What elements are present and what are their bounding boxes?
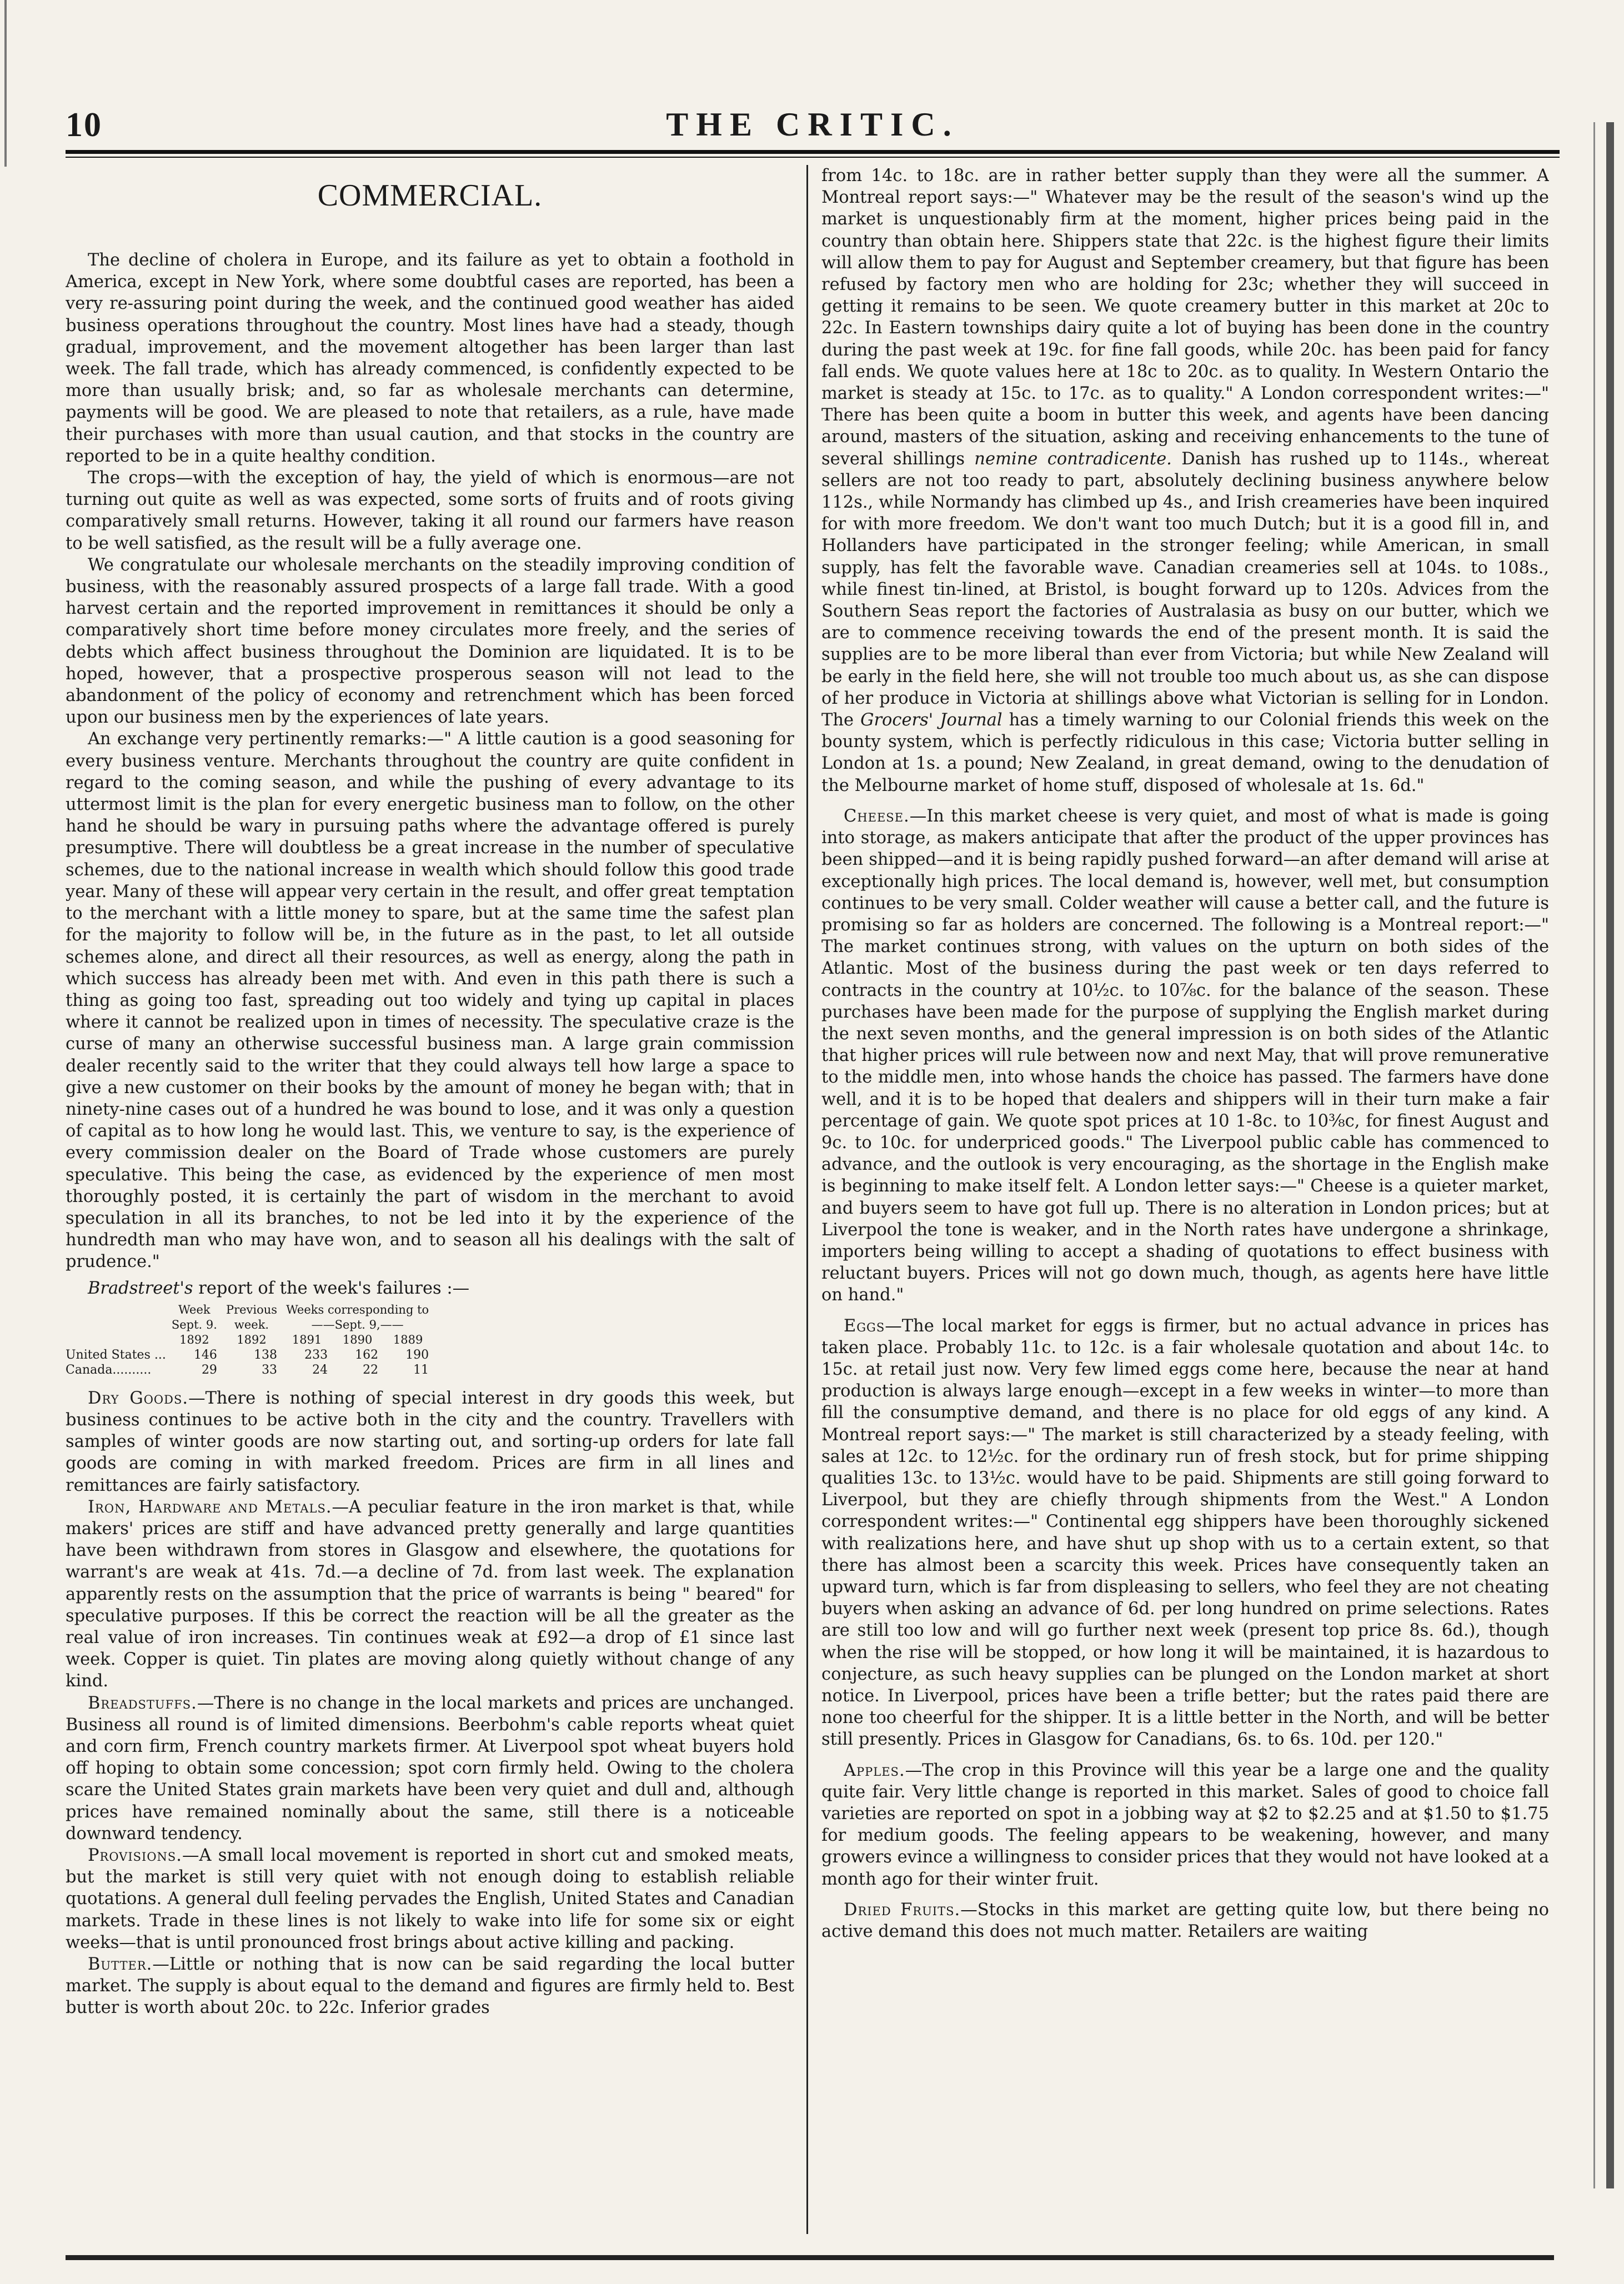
eggs-text: —The local market for eggs is firmer, but no actual advance in prices has taken place. Probably 11c. to 12c. is a fair wholesale quotation and about 14c. to 15c. at retail just now. Very few limed eggs come here, because the near at hand production is always large enough—except in a few weeks in winter—to more than fill the consumptive demand, and there is no place for old eggs of any kind. A Montreal report says:—" The market is still characterized by a steady feeling, with sales at 12c. to 12½c. for the ordinary run of fresh stock, but for prime shipping qualities 13c. to 13½c. would have to be paid. Shipments are still going forward to Liverpool, but they are chiefly through shipments from the West." A London correspondent writes:—" Continental egg shippers have been thoroughly sickened with realizations here, and have shut up shop with us to a certain extent, so that there has almost been a scarcity this week. Prices have consequently taken an upward turn, which is far from displeasing to sellers, who feel they are not cheating buyers when asking an advance of 6d. per long hundred on prime selections. Rates are still too low and will go further next week (present top price 8s. 6d.), though when the rise will be stopped, or how long it will be maintained, it is hazardous to conjecture, as such heavy supplies can be plunged on the London market at short notice. In Liverpool, prices have been a trifle better; but the rates paid there are none too cheerful for the shipper. It is a little better in the North, and will be better still presently. Prices in Glasgow for Canadians, 6s. to 6s. 10d. per 120." [821, 1316, 1549, 1750]
table-head-cell: Weeks corresponding to [286, 1303, 429, 1316]
eggs-paragraph [821, 1315, 1549, 1751]
failures-table [66, 1303, 438, 1378]
failures-intro [66, 1278, 794, 1299]
table-year-cell: 1891 [292, 1333, 322, 1346]
cheese-heading: Cheese. [844, 806, 910, 826]
apples-text: —The crop in this Province will this year be a large one and the quality quite fair. Very little change is reported in this market. Sales of good to choice fall varieties are reported on spot in a jobbing way at $2 to $2.25 and at $1.50 to $1.75 for medium goods. The feeling appears to be weakening, however, and many growers evince a willingness to consider prices that they would not have looked at a month ago for their winter fruit. [821, 1760, 1549, 1889]
table-head-cell: Previous [225, 1303, 278, 1316]
dried-fruits-text: —Stocks in this market are getting quite low, but there being no active demand this does not much matter. Retailers are waiting [821, 1900, 1549, 1942]
dry-goods-paragraph [66, 1388, 794, 1496]
butter-paragraph [66, 1954, 794, 2019]
breadstuffs-paragraph [66, 1692, 794, 1845]
table-cell: 138 [254, 1348, 278, 1362]
breadstuffs-text: —There is no change in the local markets and prices are unchanged. Business all round is of limited dimensions. Beerbohm's cable reports wheat quiet and corn firm, French country markets firmer. At Liverpool spot wheat buyers hold off hoping to obtain some concession; spot corn firmly held. Owing to the cholera scare the United States grain markets have been very quiet and dull and, although prices have remained nominally about the same, still there is a noticeable downward tendency. [66, 1693, 794, 1844]
table-cell: 33 [262, 1363, 278, 1377]
column-divider [806, 165, 808, 2234]
left-column [66, 165, 804, 2234]
apples-heading: Apples. [844, 1760, 905, 1780]
cheese-paragraph [821, 805, 1549, 1306]
table-row-label: United States ... [66, 1348, 166, 1362]
table-year-cell: 1892 [237, 1333, 267, 1346]
butter-text: —Little or nothing that is now can be said regarding the local butter market. The supply is about equal to the demand and figures are firmly held to. Best butter is worth about 20c. to 22c. Inferior grades [66, 1955, 794, 2018]
butter-continued-text-2: Danish has rushed up to 114s., whereat sellers are not too ready to part, absolutely declining business anywhere below 112s., while Normandy has climbed up 4s., and Irish creameries have been inquired for with more freedom. We don't want too much Dutch; but it is a good fill in, and Hollanders have participated in the stronger feeling; while American, in small supply, has felt the favorable wave. Canadian creameries sell at 104s. to 108s., while finest tin-lined, at Bristol, is bought forward up to 120s. Advices from the Southern Seas report the factories of Australasia as busy on our butter, which we are to commence receiving towards the end of the present month. It is said the supplies are to be more liberal than ever from Victoria; but while New Zealand will be early in the field here, she will not trouble too much about us, as she can dispose of her produce in Victoria at shillings above what Victorian is selling for in London. The [821, 449, 1549, 730]
table-head-cell: ——Sept. 9,—— [311, 1318, 404, 1331]
butter-continued-text-3: has a timely warning to our Colonial friends this week on the bounty system, which is perfectly ridiculous in this case; Victoria butter selling in London at 1s. a pound; New Zealand, in great demand, owing to the denudation of the Melbourne market of home stuff, disposed of wholesale at 1s. 6d." [821, 710, 1549, 795]
table-year-row [66, 1333, 438, 1348]
paragraph-exchange: An exchange very pertinently remarks:—" A little caution is a good seasoning for every business venture. Merchants throughout the country are quite confident in regard to the coming season, and while the pushing of every advantage to its uttermost limit is the plan for every energetic business man to follow, on the other hand he should be wary in pursuing paths where the advantage offered is purely presumptive. There will doubtless be a great increase in the number of speculative schemes, due to the national increase in wealth which should follow this good trade year. Many of these will appear very certain in the result, and offer great temptation to the merchant with a little money to spare, but at the same time the safest plan for the majority to follow will be, in the future as in the past, to let all outside schemes alone, and direct all their resources, as well as energy, along the path in which success has already been met with. And even in this path there is such a thing as going too fast, spreading out too widely and tying up capital in places where it cannot be realized upon in times of necessity. The speculative craze is the curse of many an otherwise successful business man. A large grain commission dealer recently said to the writer that they could always tell how large a space to give a new customer on their books by the amount of money he began with; that in ninety-nine cases out of a hundred he was bound to lose, and it was only a question of capital as to how long he would last. This, we venture to say, is the experience of every commission dealer on the Board of Trade whose customers are purely speculative. This being the case, as evidenced by the experience of men most thoroughly posted, it is certainly the part of wisdom in the merchant to avoid speculation in all its branches, to not be led into it by the experience of the hundredth man who may have won, and to season all his dealings with the salt of prudence." [66, 729, 794, 1272]
failures-source: Bradstreet's [88, 1278, 193, 1298]
dried-fruits-heading: Dried Fruits. [844, 1900, 961, 1920]
scan-binding-line [1593, 122, 1595, 2188]
table-year-cell: 1889 [393, 1333, 423, 1346]
apples-paragraph [821, 1760, 1549, 1890]
table-head-cell: Sept. 9. [171, 1318, 217, 1331]
article-columns [66, 165, 1560, 2234]
table-cell: 190 [405, 1348, 429, 1362]
dry-goods-text: —There is nothing of special interest in dry goods this week, but business continues to be active both in the city and the country. Travellers with samples of winter goods are now starting out, and sorting-up orders for late fall goods are coming in with marked freedom. Prices are firm in all lines and remittances are fairly satisfactory. [66, 1388, 794, 1495]
paragraph-crops: The crops—with the exception of hay, the yield of which is enormous—are not turning out quite as well as was expected, some sorts of fruits and of roots giving comparatively small returns. However, taking it all round our farmers have reason to be well satisfied, as the result will be a fully average one. [66, 468, 794, 553]
right-column [810, 165, 1549, 2234]
table-head-cell: week. [234, 1318, 269, 1331]
table-cell: 22 [363, 1363, 379, 1377]
cheese-text: —In this market cheese is very quiet, and most of what is made is going into storage, as makers anticipate that after the product of the upper provinces has been shipped—and it is being rapidly pushed forward—an after demand will arise at exceptionally high prices. The local demand is, however, well met, but consumption continues to be very small. Colder weather will cause a better call, and the future is promising so far as holders are concerned. The following is a Montreal report:—" The market continues strong, with values on the upturn on both sides of the Atlantic. Most of the business during the past week or ten days referred to contracts in the country at 10½c. to 10⅞c. for the balance of the season. These purchases have been made for the purpose of supplying the English market during the next seven months, and the general impression is on both sides of the Atlantic that higher prices will rule between now and next May, that will prove remunerative to the middle men, into whose hands the choice has passed. The farmers have done well, and it is to be hoped that dealers and shippers will in their turn make a fair percentage of gain. We quote spot prices at 10 1-8c. to 10⅜c, for finest August and 9c. to 10c. for underpriced goods." The Liverpool public cable has commenced to advance, and the outlook is very encouraging, as the shortage in the English make is beginning to make itself felt. A London letter says:—" Cheese is a quieter market, and buyers seem to have got full up. There is no alteration in London prices; but at Liverpool the tone is weaker, and in the North rates have undergone a shrinkage, importers being willing to accept a shading of quotations to effect business with reluctant buyers. Prices will not go down much, though, as agents here have little on hand." [821, 806, 1549, 1305]
iron-paragraph [66, 1496, 794, 1692]
provisions-heading: Provisions. [88, 1846, 182, 1866]
latin-phrase: nemine contradicente. [974, 449, 1172, 469]
failures-intro-text: report of the week's failures :— [193, 1278, 470, 1298]
provisions-text: —A small local movement is reported in short cut and smoked meats, but the market is still very quiet with not enough doing to establish reliable quotations. A general dull feeling pervades the English, United States and Canadian markets. Trade in these lines is not likely to wake into life for some six or eight weeks—that is until pronounced frost brings about active killing and packing. [66, 1846, 794, 1952]
table-row [66, 1363, 438, 1378]
table-cell: 233 [304, 1348, 328, 1362]
newspaper-page [66, 96, 1560, 2234]
journal-title: Grocers' Journal [860, 710, 1003, 730]
page-number: 10 [66, 106, 102, 144]
iron-heading: Iron, Hardware and Metals. [88, 1497, 332, 1517]
butter-continued-text: from 14c. to 18c. are in rather better supply than they were all the summer. A Montreal report says:—" Whatever may be the result of the season's wind up the market is unquestionably firm at the moment, higher prices being paid in the country than obtain here. Shippers state that 22c. is the highest figure their limits will allow them to pay for August and September creamery, but that figure has been refused by factory men who are holding for 23c; whether they will succeed in getting it remains to be seen. We quote creamery butter in this market at 20c to 22c. In Eastern townships dairy quite a lot of buying has been done in the country during the past week at 19c. for fine fall goods, while 20c. has been paid for fancy fall ends. We quote values here at 18c to 20c. as to quality. In Western Ontario the market is steady at 15c. to 17c. as to quality." A London correspondent writes:—" There has been quite a boom in butter this week, and agents have been dancing around, masters of the situation, asking and receiving enhancements to the tune of several shillings [821, 166, 1549, 469]
section-title: COMMERCIAL. [317, 178, 543, 213]
table-head-cell: Week [178, 1303, 210, 1316]
scan-edge-mark [4, 0, 7, 167]
header-rule-thick [66, 150, 1560, 154]
breadstuffs-heading: Breadstuffs. [88, 1693, 197, 1713]
table-cell: 162 [355, 1348, 379, 1362]
header-rule-thin [66, 157, 1560, 158]
iron-text: —A peculiar feature in the iron market is that, while makers' prices are stiff and have advanced pretty generally and large quantities have been withdrawn from stores in Glasgow and elsewhere, the quotations for warrant's are weak at 41s. 7d.—a decline of 7d. from last week. The explanation apparently rests on the assumption that the price of warrants is being " beared" for speculative purposes. If this be correct the reaction will be all the greater as the real value of iron increases. Tin continues weak at £92—a drop of £1 since last week. Copper is quiet. Tin plates are moving along quietly without change of any kind. [66, 1497, 794, 1691]
paragraph-cholera: The decline of cholera in Europe, and its failure as yet to obtain a foothold in America, except in New York, where some doubtful cases are reported, has been a very re-assuring point during the week, and the continued good weather has aided business operations throughout the country. Most lines have had a steady, though gradual, improvement, and the movement altogether has been larger than last week. The fall trade, which has already commenced, is confidently expected to be more than usually brisk; and, so far as wholesale merchants can determine, payments will be good. We are pleased to note that retailers, as a rule, have made their purchases with more than usual caution, and that stocks in the country are reported to be in a quite healthy condition. [66, 251, 794, 466]
running-head [66, 96, 1560, 147]
masthead-title: THE CRITIC. [666, 106, 959, 143]
table-cell: 24 [312, 1363, 328, 1377]
footer-rule [66, 2255, 1554, 2260]
eggs-heading: Eggs [844, 1316, 885, 1336]
table-row [66, 1348, 438, 1363]
butter-heading: Butter. [88, 1955, 153, 1975]
butter-continued-paragraph [821, 165, 1549, 797]
table-row-label: Canada.......... [66, 1363, 152, 1377]
table-year-cell: 1890 [342, 1333, 373, 1346]
table-cell: 146 [193, 1348, 217, 1362]
table-header-row [66, 1318, 438, 1333]
paragraph-congratulate: We congratulate our wholesale merchants on the steadily improving condition of business, with the reasonably assured prospects of a large fall trade. With a good harvest certain and the reported improvement in remittances it should be only a comparatively short time before money circulates more freely, and the series of debts which affect business throughout the Dominion are liquidated. It is to be hoped, however, that a prospective prosperous season will not lead to the abandonment of the policy of economy and retrenchment which has been forced upon our business men by the experiences of late years. [66, 555, 794, 728]
table-cell: 29 [201, 1363, 217, 1377]
table-year-cell: 1892 [179, 1333, 209, 1346]
provisions-paragraph [66, 1845, 794, 1954]
scan-binding-shadow [1606, 122, 1614, 2188]
table-cell: 11 [413, 1363, 429, 1377]
dried-fruits-paragraph [821, 1899, 1549, 1942]
dry-goods-heading: Dry Goods. [88, 1388, 189, 1408]
table-header-row [66, 1303, 438, 1318]
